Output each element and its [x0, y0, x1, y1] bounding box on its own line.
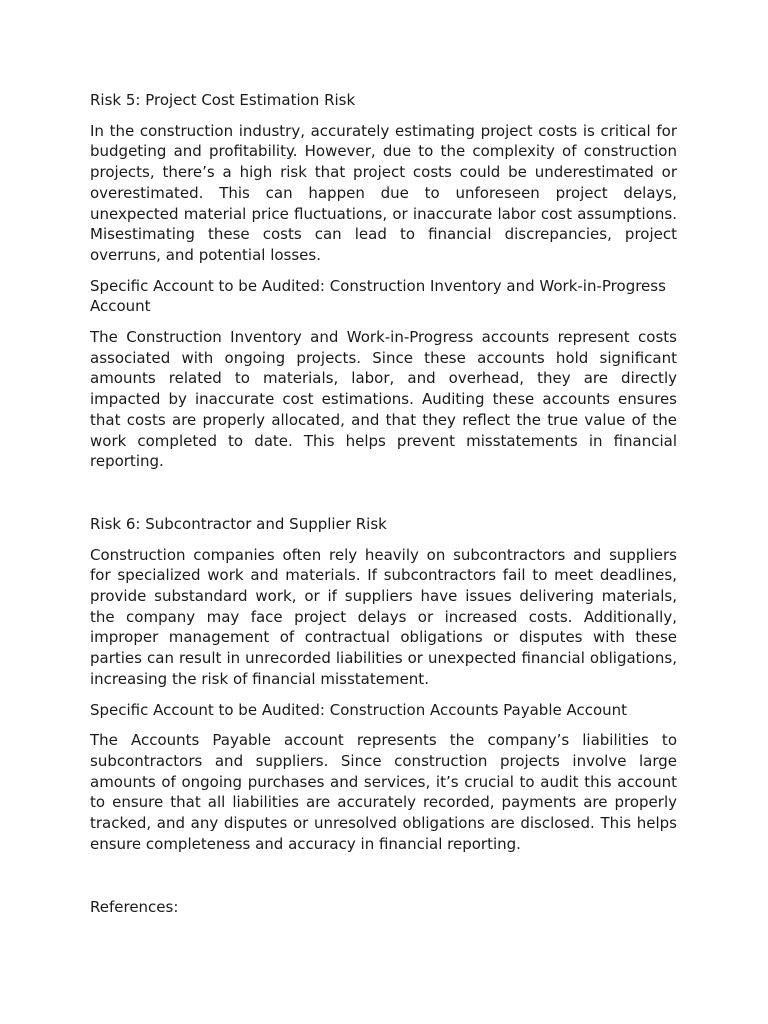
risk-6-title: Risk 6: Subcontractor and Supplier Risk: [90, 514, 387, 533]
document-page: [90, 90, 677, 917]
risk-5-description: In the construction industry, accurately estimating project costs is critical for budgeting and profitability. However, due to the complexity of construction projects, there’s a high risk that project costs could be underestimated or overestimated. This can happen due to unforeseen project delays, unexpected material price fluctuations, or inaccurate labor cost assumptions. Misestimating these costs can lead to financial discrepancies, project overruns, and potential losses.: [90, 121, 677, 264]
risk-5-account-description: The Construction Inventory and Work-in-Progress accounts represent costs associated with ongoing projects. Since these accounts hold significant amounts related to materials, labor, and overhead, they are directly impacted by inaccurate cost estimations. Auditing these accounts ensures that costs are properly allocated, and that they reflect the true value of the work completed to date. This helps prevent misstatements in financial reporting.: [90, 328, 677, 471]
section-spacer: [90, 865, 677, 897]
risk-6-account-description: The Accounts Payable account represents the company’s liabilities to subcontractors and suppliers. Since construction projects involve large amounts of ongoing purchases and services, it’s crucial to audit this account to ensure that all liabilities are accurately recorded, payments are properly tracked, and any disputes or unresolved obligations are disclosed. This helps ensure completeness and accuracy in financial reporting.: [90, 731, 677, 853]
risk-5-title: Risk 5: Project Cost Estimation Risk: [90, 91, 356, 109]
risk-5-section: [90, 90, 677, 472]
references-heading: References:: [90, 897, 179, 916]
section-spacer: [90, 482, 677, 514]
risk-5-account-heading: Specific Account to be Audited: Construction Inventory and Work-in-Progress Account: [90, 276, 666, 316]
risk-6-description: Construction companies often rely heavily on subcontractors and suppliers for specialized work and materials. If subcontractors fail to meet deadlines, provide substandard work, or if suppliers have issues delivering materials, the company may face project delays or increased costs. Additionally, improper management of contractual obligations or disputes with these parties can result in unrecorded liabilities or unexpected financial obligations, increasing the risk of financial misstatement.: [90, 545, 677, 688]
risk-6-account-heading: Specific Account to be Audited: Construction Accounts Payable Account: [90, 700, 628, 719]
risk-6-section: [90, 514, 677, 855]
